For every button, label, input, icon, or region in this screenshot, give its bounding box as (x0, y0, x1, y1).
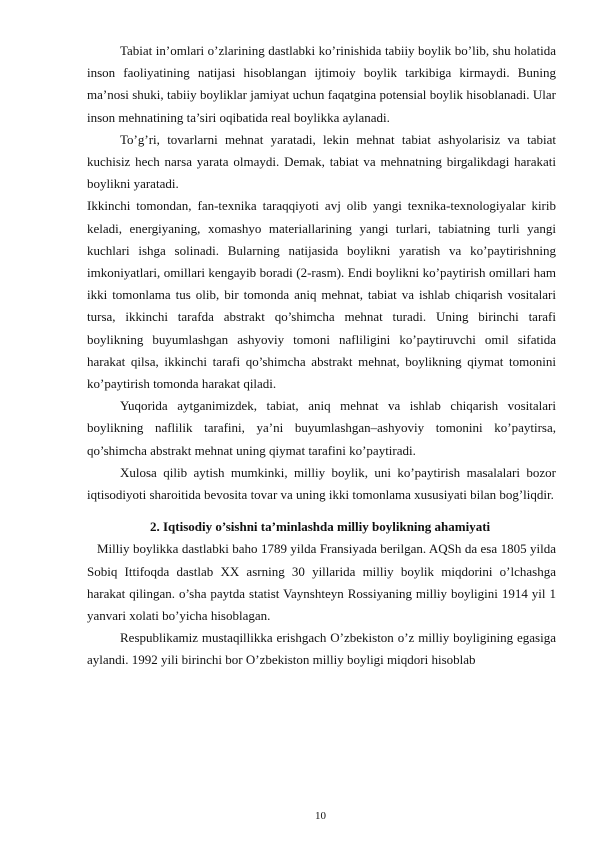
page-content (87, 40, 556, 672)
paragraph-conclusion: Xulosa qilib aytish mumkinki, milliy boylik, uni ko’paytirish masalalari bozor iqtisodiyoti sharoitida bevosita tovar va uning ikki tomonlama xususiyati bilan bog’liqdir. (87, 464, 556, 503)
page-number: 10 (315, 810, 326, 822)
paragraph-natural-wealth: Tabiat in’omlari o’zlarining dastlabki ko’rinishida tabiiy boylik bo’lib, shu holatida inson faoliyatining natijasi hisoblangan ijtimoiy boylik tarkibiga kirmaydi. Buning ma’nosi shuki, tabiiy boyliklar jamiyat uchun faqatgina potensial boylik hisoblanadi. Ular inson mehnatining ta’siri oqibatida real boylikka aylanadi. (87, 43, 556, 125)
paragraph-history: Milliy boylikka dastlabki baho 1789 yilda Fransiyada berilgan. AQSh da esa 1805 yilda Sobiq Ittifoqda dastlab XX asrning 30 yillarida milliy boylik miqdorini o’lchashga harakat qilingan. o’sha paytda statist Vaynshteyn Rossiyaning milliy boyligini 1914 yil 1 yanvari xolati bo’yicha hisoblagan. (87, 541, 556, 624)
section-heading: 2. Iqtisodiy o’sishni ta’minlashda milliy boylikning ahamiyati (150, 519, 491, 535)
paragraph-labor-and-nature: To’g’ri, tovarlarni mehnat yaratadi, lekin mehnat tabiat ashyolarisiz va tabiat kuchisiz hech narsa yarata olmaydi. Demak, tabiat va mehnatning birgalikdagi harakati boylikni yaratadi. (87, 131, 556, 192)
paragraph-usefulness-value: Yuqorida aytganimizdek, tabiat, aniq mehnat va ishlab chiqarish vositalari boylikning naflilik tarafini, ya’ni buyumlashgan–ashyoviy tomonini ko’paytirsa, qo’shimcha abstrakt mehnat uning qiymat tarafini ko’paytiradi. (87, 398, 556, 458)
paragraph-scientific-progress: Ikkinchi tomondan, fan-texnika taraqqiyoti avj olib yangi texnika-texnologiyalar kirib keladi, energiyaning, xomashyo materiallarining yangi turlari, tabiatning turli yangi kuchlari ishga solinadi. Bularning natijasida boylikni yaratish va ko’paytirishning imkoniyatlari, omillari kengayib boradi (2-rasm). Endi boylikni ko’paytirish omillari ham ikki tomonlama tus olib, bir tomonda aniq mehnat, tabiat va ishlab chiqarish vositalari tursa, ikkinchi tarafda abstrakt qo’shimcha mehnat turadi. Uning birinchi tarafi boylikning buyumlashgan ashyoviy tomoni nafliligini ko’paytiruvchi omil sifatida harakat qilsa, ikkinchi tarafi qo’shimcha abstrakt mehnat, boylikning qiymat tomonini ko’paytirish tomonda harakat qiladi. (87, 198, 556, 392)
paragraph-uzbekistan: Respublikamiz mustaqillikka erishgach O’zbekiston o’z milliy boyligining egasiga aylandi. 1992 yili birinchi bor O’zbekiston milliy boyligi miqdori hisoblab (87, 630, 556, 668)
